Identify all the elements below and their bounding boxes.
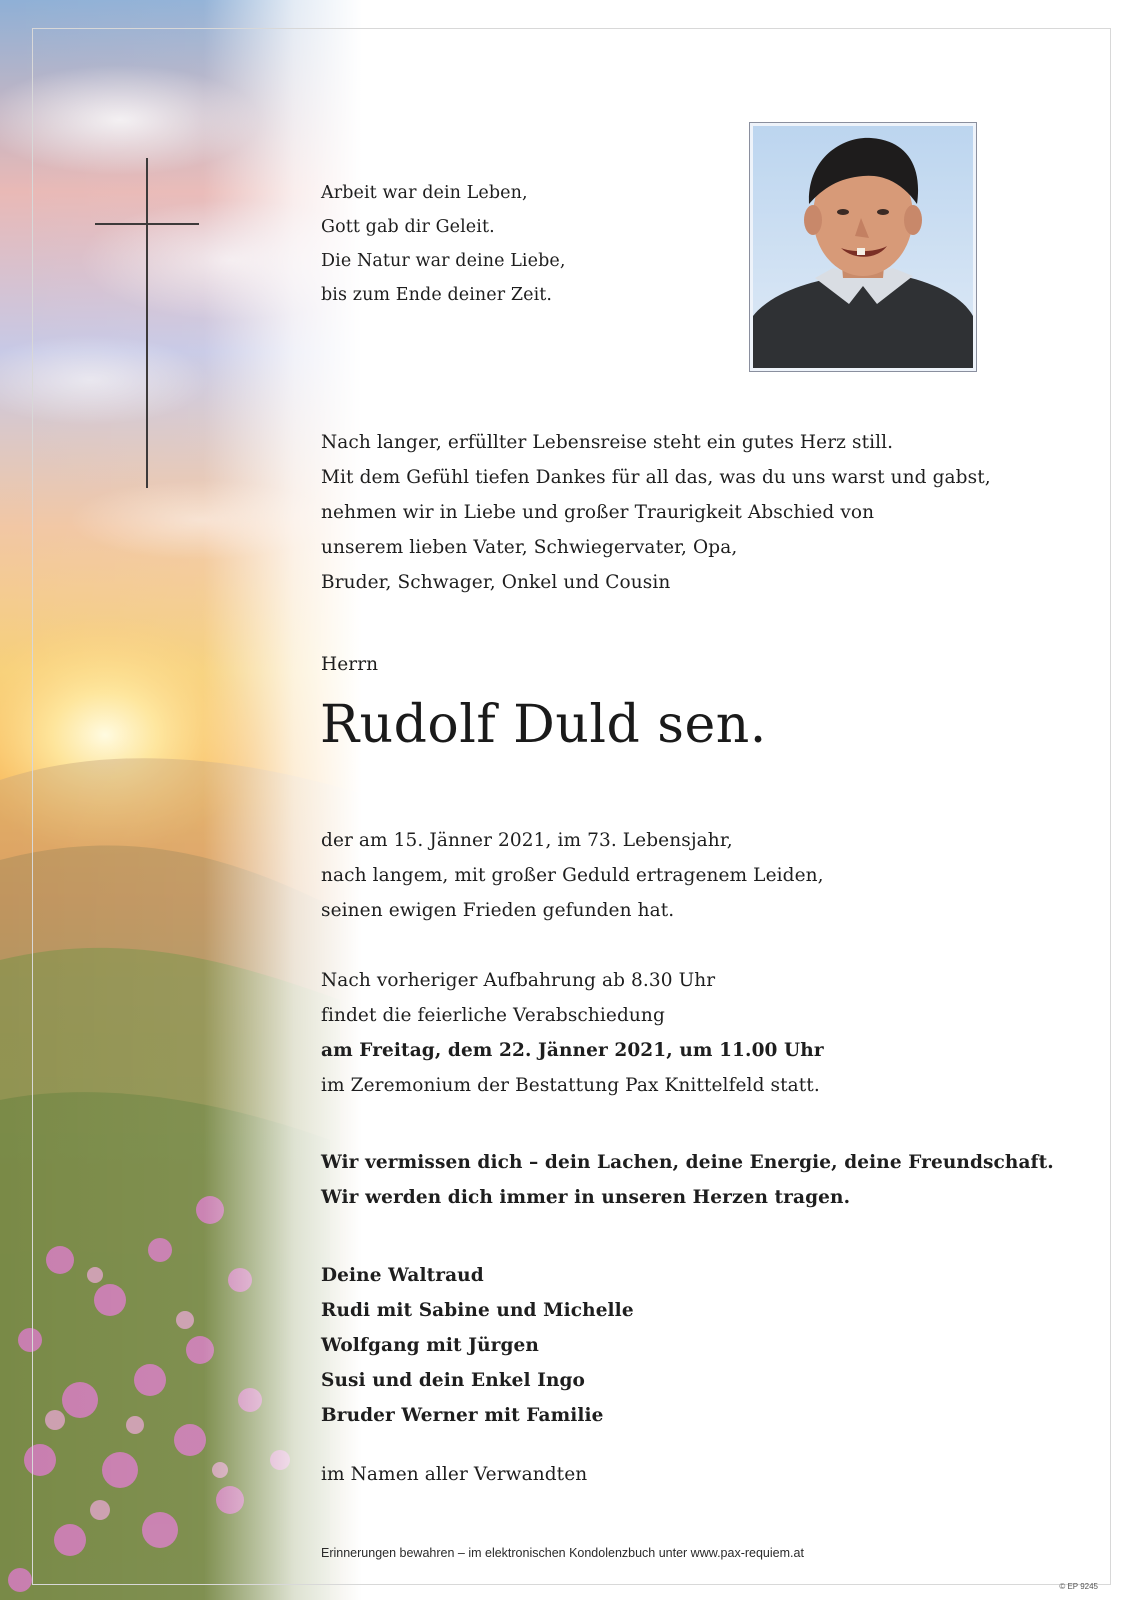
deceased-name: Rudolf Duld sen. [320, 695, 767, 755]
mourner-item: Bruder Werner mit Familie [321, 1405, 604, 1426]
verse-line: Gott gab dir Geleit. [321, 217, 495, 237]
condolence-footer: Erinnerungen bewahren – im elektronischen Kondolenzbuch unter www.pax-requiem.at [321, 1546, 804, 1560]
death-notice-line: der am 15. Jänner 2021, im 73. Lebensjahr, [321, 830, 733, 851]
intro-line: nehmen wir in Liebe und großer Traurigkeit Abschied von [321, 502, 875, 523]
verse-line: Die Natur war deine Liebe, [321, 251, 566, 271]
remembrance-text [321, 1145, 1054, 1215]
portrait-image [753, 126, 973, 368]
mourner-item: Wolfgang mit Jürgen [321, 1335, 539, 1356]
mourner-item: Susi und dein Enkel Ingo [321, 1370, 585, 1391]
death-notice [321, 823, 824, 928]
salutation: Herrn [321, 654, 379, 675]
mourner-item: Deine Waltraud [321, 1265, 484, 1286]
verse-line: bis zum Ende deiner Zeit. [321, 285, 553, 305]
intro-line: Mit dem Gefühl tiefen Dankes für all das, was du uns warst und gabst, [321, 467, 991, 488]
verse-block [321, 176, 566, 312]
service-details [321, 963, 824, 1103]
intro-line: unserem lieben Vater, Schwiegervater, Opa, [321, 537, 738, 558]
verse-line: Arbeit war dein Leben, [321, 183, 528, 203]
mourners-list [321, 1258, 634, 1433]
death-notice-line: seinen ewigen Frieden gefunden hat. [321, 900, 675, 921]
print-code: © EP 9245 [1059, 1582, 1098, 1591]
service-line: Nach vorheriger Aufbahrung ab 8.30 Uhr [321, 970, 716, 991]
death-notice-line: nach langem, mit großer Geduld ertragenem Leiden, [321, 865, 824, 886]
closing-line: im Namen aller Verwandten [321, 1464, 588, 1485]
mourner-item: Rudi mit Sabine und Michelle [321, 1300, 634, 1321]
remembrance-line: Wir vermissen dich – dein Lachen, deine Energie, deine Freundschaft. [321, 1152, 1054, 1173]
service-date: am Freitag, dem 22. Jänner 2021, um 11.00 Uhr [321, 1040, 824, 1061]
intro-line: Bruder, Schwager, Onkel und Cousin [321, 572, 671, 593]
intro-line: Nach langer, erfüllter Lebensreise steht ein gutes Herz still. [321, 432, 894, 453]
service-line: findet die feierliche Verabschiedung [321, 1005, 665, 1026]
intro-paragraph [321, 425, 991, 600]
cross-icon [95, 158, 205, 488]
portrait-photo [749, 122, 977, 372]
remembrance-line: Wir werden dich immer in unseren Herzen tragen. [321, 1187, 851, 1208]
service-location: im Zeremonium der Bestattung Pax Knittelfeld statt. [321, 1075, 820, 1096]
